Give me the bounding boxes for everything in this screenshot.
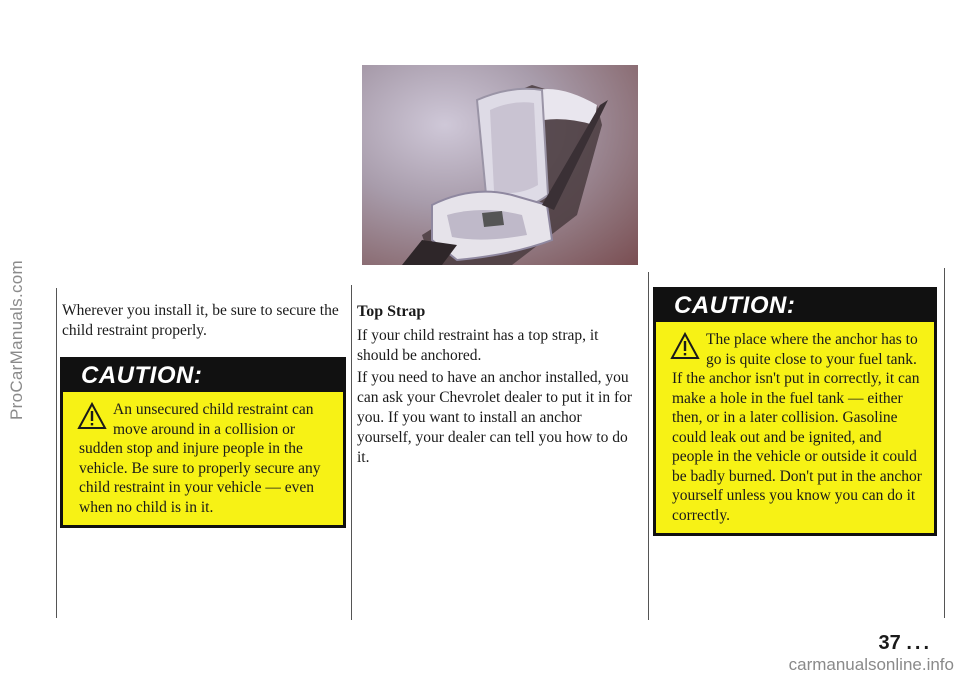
top-strap-heading: Top Strap (357, 303, 426, 320)
caution-body-left (63, 392, 343, 525)
column-rule-middle (351, 285, 352, 620)
child-seat-photo (362, 65, 638, 265)
top-strap-paragraph-1: If your child restraint has a top strap, it should be anchored. (357, 327, 599, 364)
page-number-value: 37 (878, 632, 901, 654)
warning-triangle-icon (77, 402, 107, 430)
column-rule-left (56, 288, 57, 618)
caution-title-right: CAUTION: (674, 292, 796, 319)
page-number (879, 632, 932, 655)
side-watermark (4, 80, 30, 600)
page-number-dots: ... (906, 632, 932, 654)
column-rule-right (648, 272, 649, 620)
warning-triangle-icon (670, 332, 700, 360)
bottom-watermark: carmanualsonline.info (788, 655, 954, 674)
column-rule-far-right (944, 268, 945, 618)
caution-text-left: An unsecured child restraint can move around in a collision or sudden stop and injure people in the vehicle. Be sure to properly secure any child restraint in your vehicle — even when no child is in it. (79, 401, 321, 516)
side-watermark-text: ProCarManuals.com (7, 259, 27, 421)
top-strap-paragraph-2: If you need to have an anchor installed, you can ask your Chevrolet dealer to put it in for you. If you want to install an anchor yourself, your dealer can tell you how to do it. (357, 369, 633, 466)
caution-text-right: The place where the anchor has to go is quite close to your fuel tank. If the anchor isn't put in correctly, it can make a hole in the fuel tank — either then, or in a later collision. Gasoline could leak out and be ignited, and people in the vehicle or outside it could be badly burned. Don't put in the anchor yourself unless you know you can do it correctly. (672, 331, 922, 524)
caution-box-right (653, 287, 937, 536)
caution-box-left (60, 357, 346, 528)
caution-body-right (656, 322, 934, 533)
intro-paragraph: Wherever you install it, be sure to secure the child restraint properly. (62, 302, 339, 339)
caution-title-left: CAUTION: (81, 362, 203, 389)
child-seat-illustration (362, 65, 638, 265)
